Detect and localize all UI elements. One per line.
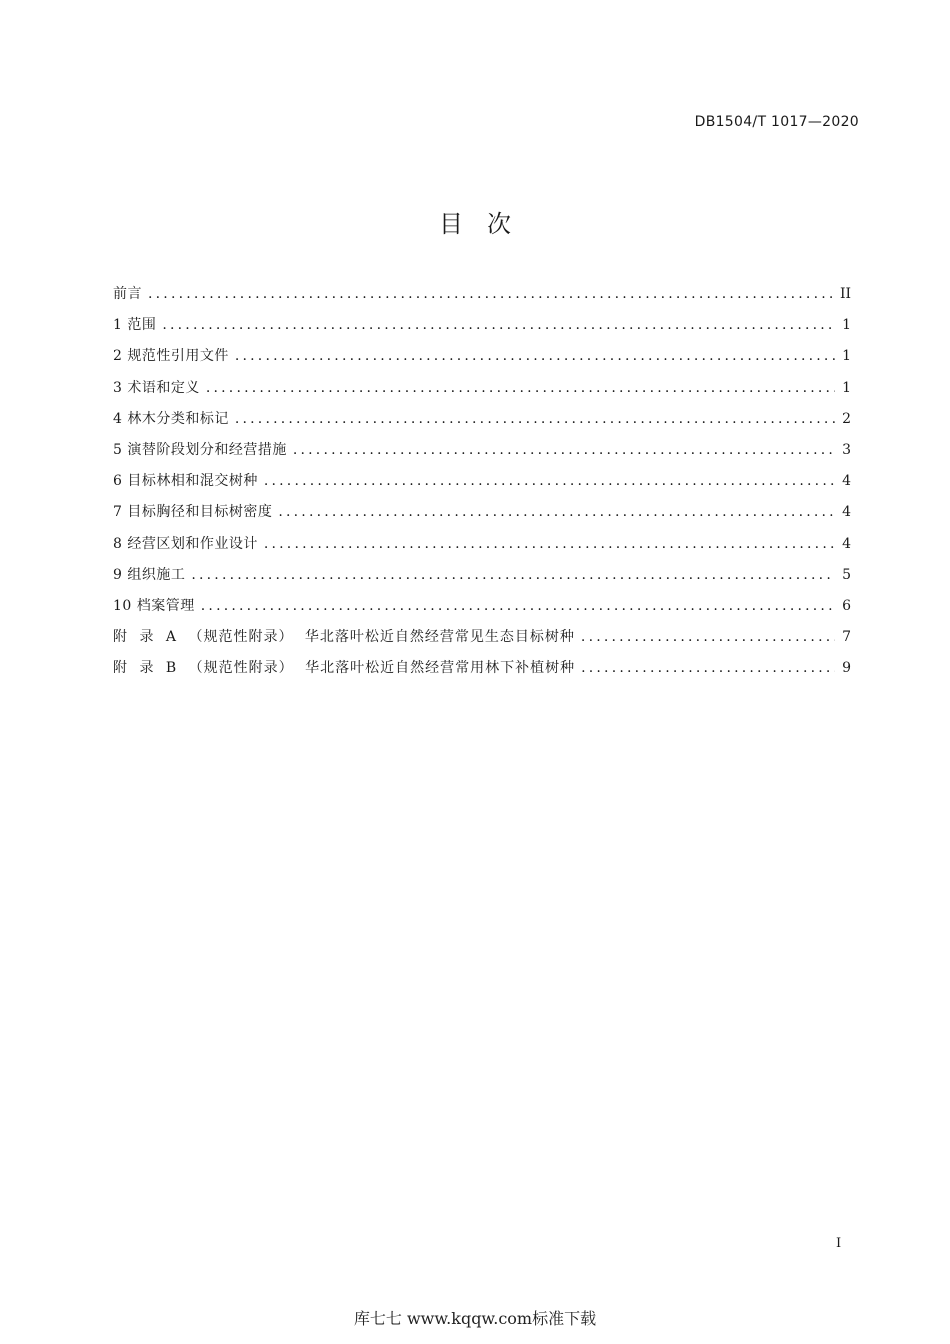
- toc-entry-page: 5: [842, 566, 851, 583]
- toc-entry-page: 2: [842, 410, 851, 427]
- toc-entry-page: 1: [842, 348, 851, 365]
- toc-entry-label: 7 目标胸径和目标树密度: [113, 504, 273, 521]
- toc-leader-dots: [235, 411, 835, 427]
- document-code: DB1504/T 1017—2020: [694, 114, 859, 130]
- footer-watermark-text: 库七七 www.kqqw.com标准下载: [353, 1309, 597, 1328]
- toc-entry-page: 7: [842, 629, 851, 646]
- toc-entry-label: 3 术语和定义: [113, 379, 200, 396]
- toc-entry-page: 1: [842, 379, 851, 396]
- toc-entry-label: 附 录 B （规范性附录） 华北落叶松近自然经营常用林下补植树种: [113, 660, 576, 677]
- toc-entry-label: 附 录 A （规范性附录） 华北落叶松近自然经营常见生态目标树种: [113, 629, 575, 646]
- toc-entry-appendix-a[interactable]: [113, 626, 851, 657]
- toc-entry-construction[interactable]: [113, 564, 851, 595]
- toc-entry-succession-stages[interactable]: [113, 439, 851, 470]
- toc-entry-page: II: [839, 286, 851, 302]
- toc-entry-label: 4 林木分类和标记: [113, 410, 229, 427]
- toc-entry-normative-references[interactable]: [113, 345, 851, 376]
- toc-entry-label: 1 范围: [113, 317, 157, 334]
- toc-entry-page: 4: [842, 535, 851, 552]
- toc-leader-dots: [162, 317, 835, 333]
- toc-entry-label: 6 目标林相和混交树种: [113, 473, 258, 490]
- toc-leader-dots: [264, 536, 835, 552]
- toc-entry-label: 8 经营区划和作业设计: [113, 535, 258, 552]
- toc-entry-page: 3: [842, 441, 851, 458]
- toc-entry-page: 4: [842, 473, 851, 490]
- toc-leader-dots: [264, 473, 835, 489]
- toc-leader-dots: [235, 348, 835, 364]
- toc-leader-dots: [581, 629, 835, 645]
- toc-entry-scope[interactable]: [113, 314, 851, 345]
- toc-entry-terms-definitions[interactable]: [113, 377, 851, 408]
- toc-leader-dots: [148, 286, 834, 302]
- toc-entry-label: 10 档案管理: [113, 597, 195, 614]
- toc-entry-label: 5 演替阶段划分和经营措施: [113, 441, 287, 458]
- toc-title: 目次: [439, 210, 535, 238]
- toc-leader-dots: [191, 567, 835, 583]
- toc-entry-target-dbh[interactable]: [113, 501, 851, 532]
- toc-entry-label: 前言: [113, 286, 142, 302]
- toc-entry-foreword[interactable]: [113, 283, 851, 314]
- toc-entry-appendix-b[interactable]: [113, 657, 851, 688]
- toc-entry-classification-marking[interactable]: [113, 408, 851, 439]
- toc-list: [113, 283, 851, 688]
- toc-leader-dots: [201, 598, 835, 614]
- toc-entry-page: 6: [842, 597, 851, 614]
- page-number: I: [836, 1236, 842, 1251]
- toc-entry-label: 2 规范性引用文件: [113, 348, 229, 365]
- toc-entry-archive-management[interactable]: [113, 595, 851, 626]
- toc-entry-label: 9 组织施工: [113, 566, 186, 583]
- toc-entry-page: 1: [842, 317, 851, 334]
- toc-leader-dots: [293, 442, 835, 458]
- toc-leader-dots: [206, 380, 835, 396]
- toc-entry-management-zoning[interactable]: [113, 533, 851, 564]
- toc-entry-page: 9: [842, 660, 851, 677]
- toc-leader-dots: [581, 660, 835, 676]
- toc-entry-page: 4: [842, 504, 851, 521]
- toc-entry-target-stand[interactable]: [113, 470, 851, 501]
- toc-leader-dots: [278, 504, 835, 520]
